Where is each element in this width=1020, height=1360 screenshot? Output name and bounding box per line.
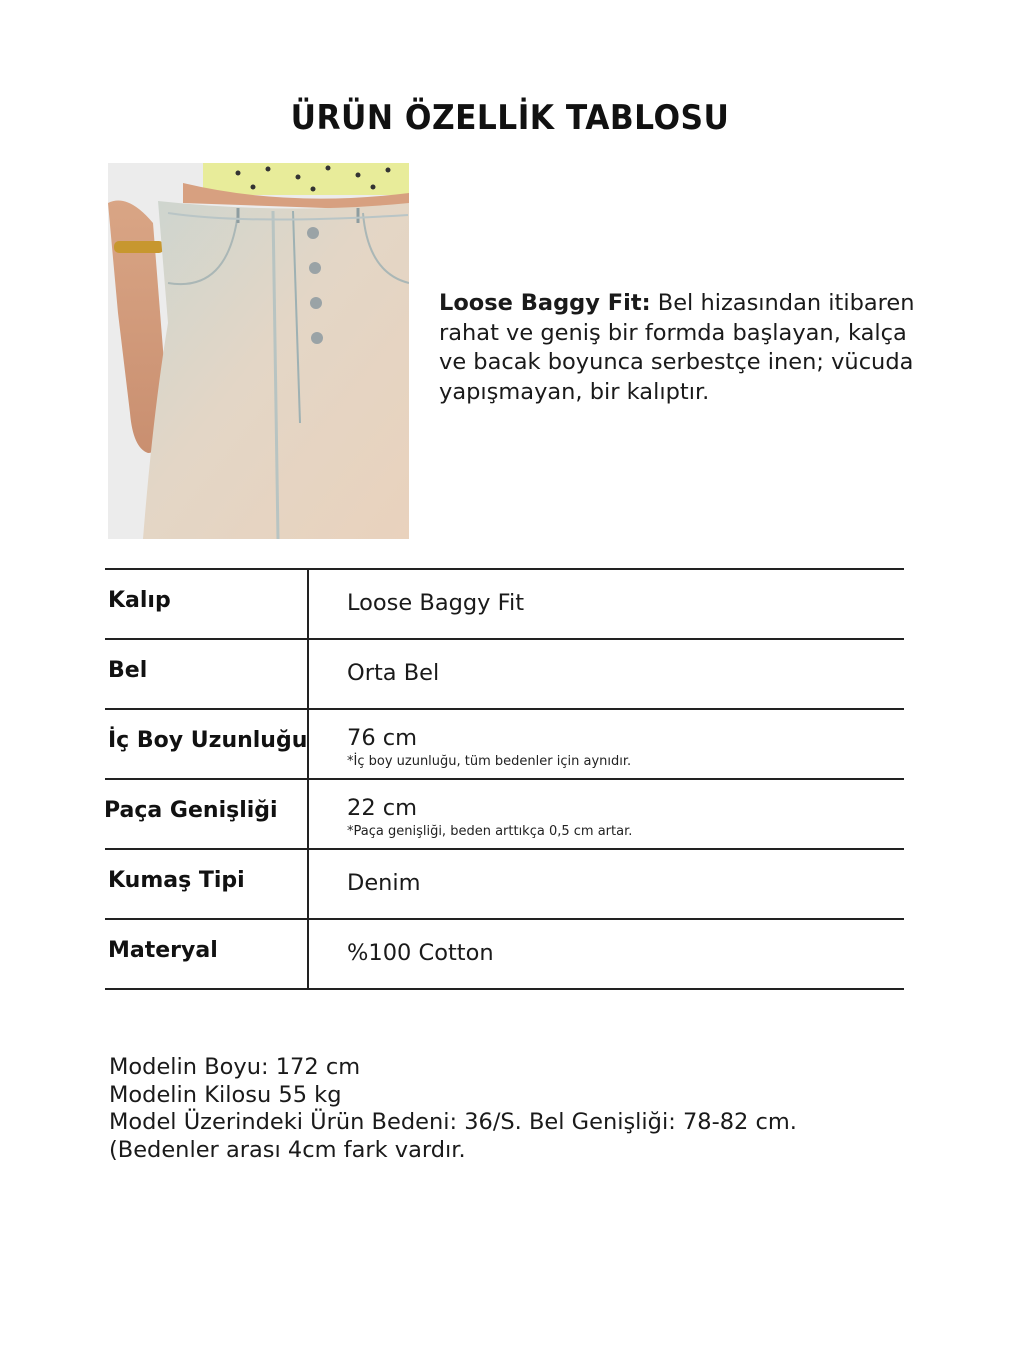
table-row [105, 848, 904, 918]
spec-label: Paça Genişliği [104, 798, 278, 823]
spec-value: 22 cm [347, 795, 418, 821]
spec-label: Kumaş Tipi [108, 868, 245, 893]
spec-value-block [347, 725, 631, 769]
model-height: Modelin Boyu: 172 cm [109, 1054, 361, 1080]
table-row [105, 708, 904, 778]
fit-description [439, 289, 919, 407]
spec-value: 76 cm [347, 725, 418, 751]
model-weight: Modelin Kilosu 55 kg [109, 1081, 342, 1108]
spec-value-block [347, 795, 632, 839]
model-info [109, 1054, 909, 1164]
spec-value: Denim [347, 870, 421, 896]
spec-label: Materyal [108, 938, 218, 963]
spec-note: *İç boy uzunluğu, tüm bedenler için aynıdır. [347, 754, 632, 769]
spec-value: %100 Cotton [347, 940, 494, 966]
model-size: Model Üzerindeki Ürün Bedeni: 36/S. Bel Genişliği: 78-82 cm. (Bedenler arası 4cm fark vardır. [109, 1109, 797, 1163]
spec-label: Bel [108, 658, 148, 683]
table-row [105, 568, 904, 638]
spec-note: *Paça genişliği, beden arttıkça 0,5 cm artar. [347, 824, 633, 839]
fit-text: Bel hizasından itibaren rahat ve geniş bir formda başlayan, kalça ve bacak boyunca serbestçe inen; vücuda yapışmayan, bir kalıptır. [439, 290, 915, 405]
spec-table [105, 568, 904, 990]
page-title: ÜRÜN ÖZELLİK TABLOSU [290, 98, 730, 138]
spec-value: Orta Bel [347, 660, 440, 686]
product-photo [108, 163, 409, 539]
table-row [105, 778, 904, 848]
spec-value: Loose Baggy Fit [347, 590, 525, 616]
table-row [105, 638, 904, 708]
fit-term: Loose Baggy Fit: [439, 290, 651, 316]
spec-label: Kalıp [108, 588, 171, 613]
spec-label: İç Boy Uzunluğu [108, 728, 308, 753]
table-row [105, 918, 904, 990]
